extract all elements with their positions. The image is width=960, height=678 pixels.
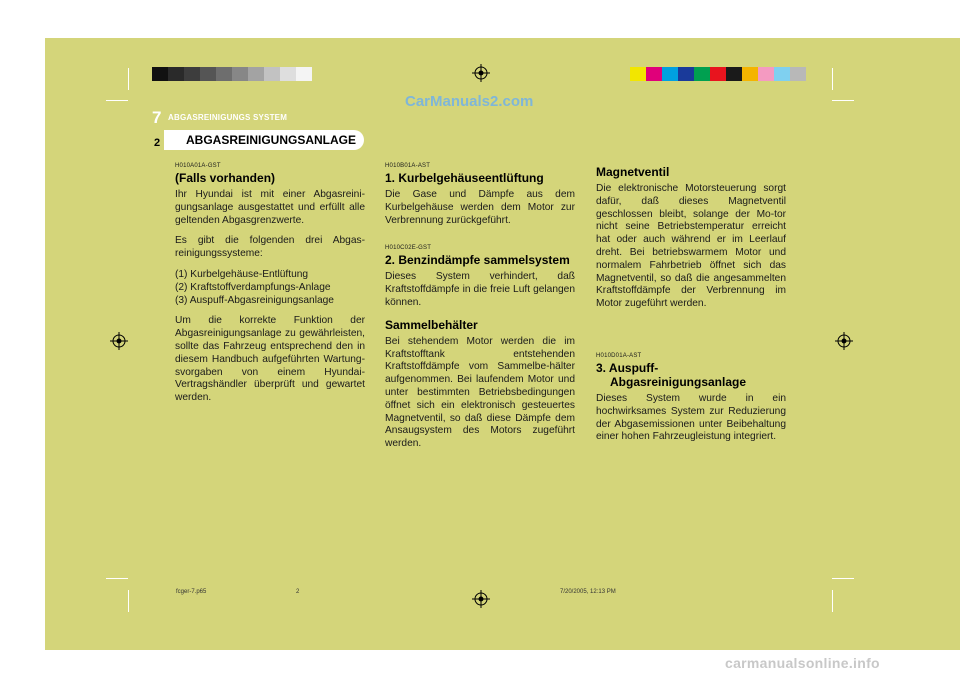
section-heading: 2. Benzindämpfe sammelsystem [385, 253, 570, 268]
footer-page: 2 [296, 589, 300, 595]
reference-code: H010A01A-GST [175, 163, 221, 169]
crop-mark [832, 590, 833, 612]
watermark-top[interactable]: CarManuals2.com [405, 93, 534, 110]
color-swatch [264, 67, 280, 81]
footer-timestamp: 7/20/2005, 12:13 PM [560, 589, 616, 595]
list-item: (1) Kurbelgehäuse-Entlüftung [175, 268, 309, 280]
list-item: (3) Auspuff-Abgasreinigungsanlage [175, 294, 334, 306]
color-swatch [662, 67, 678, 81]
color-swatch [168, 67, 184, 81]
crop-mark [106, 100, 128, 101]
section-heading: 1. Kurbelgehäuseentlüftung [385, 171, 544, 185]
crop-mark [832, 68, 833, 90]
crop-mark [128, 68, 129, 90]
color-swatch [790, 67, 806, 81]
page-number-tab: 2 [153, 137, 161, 149]
section-heading: Sammelbehälter [385, 317, 478, 332]
column-middle [385, 163, 575, 459]
crop-mark [832, 578, 854, 579]
section-number: 7 [152, 108, 162, 127]
color-swatch [296, 67, 312, 81]
section-heading: Magnetventil [596, 165, 670, 179]
registration-mark-icon [472, 590, 490, 608]
list-item: (2) Kraftstoffverdampfungs-Anlage [175, 281, 331, 293]
color-swatch [152, 67, 168, 81]
registration-mark-icon [472, 64, 490, 82]
crop-mark [106, 578, 128, 579]
heading-line: 3. Auspuff- [596, 360, 659, 375]
color-swatch [694, 67, 710, 81]
grayscale-calibration-bar [152, 67, 312, 81]
color-swatch [248, 67, 264, 81]
column-right [596, 165, 786, 452]
column-left [175, 163, 365, 413]
color-swatch [280, 67, 296, 81]
crop-mark [832, 100, 854, 101]
color-swatch [184, 67, 200, 81]
reference-code: H010C02E-GST [385, 245, 432, 252]
section-heading [596, 361, 786, 375]
footer-file: fcger-7.p65 [176, 589, 207, 595]
color-swatch [758, 67, 774, 81]
paragraph: Die elektronische Motorsteuerung sorgt dafür, daß dieses Magnetventil geschlossen bleibt, solange der Mo-tor nicht seine Betriebstemperatur erreicht hat oder auch während er im Leerlauf dreht. Bei betriebswarmem Motor und normalem Fahrbetrieb öffnet sich das Magnetventil, so daß die angesammelten Kraftstoffdämpfe der Verbrennung im Motor zugeführt werden. [596, 183, 786, 310]
color-swatch [710, 67, 726, 81]
section-heading [596, 375, 786, 389]
color-calibration-bar [630, 67, 806, 81]
top-margin [0, 0, 960, 38]
color-swatch [216, 67, 232, 81]
reference-code: H010D01A-AST [596, 352, 642, 359]
heading-line: Abgasreinigungsanlage [610, 374, 747, 389]
color-swatch [678, 67, 694, 81]
color-swatch [630, 67, 646, 81]
crop-mark [128, 590, 129, 612]
chapter-tab [164, 130, 364, 150]
reference-code: H010B01A-AST [385, 163, 431, 169]
section-title: ABGASREINIGUNGS SYSTEM [168, 113, 288, 122]
registration-mark-icon [110, 332, 128, 350]
chapter-tab-title: ABGASREINIGUNGSANLAGE [186, 133, 357, 147]
color-swatch [646, 67, 662, 81]
section-heading: (Falls vorhanden) [175, 171, 276, 185]
color-swatch [232, 67, 248, 81]
registration-mark-icon [835, 332, 853, 350]
color-swatch [774, 67, 790, 81]
watermark-bottom[interactable]: carmanualsonline.info [725, 655, 880, 671]
paragraph: Ihr Hyundai ist mit einer Abgasreini-gungsanlage ausgestattet und erfüllt alle geltenden Abgasgrenzwerte. [175, 189, 365, 226]
paragraph: Es gibt die folgenden drei Abgas-reinigungssysteme: [175, 235, 365, 260]
color-swatch [726, 67, 742, 81]
color-swatch [742, 67, 758, 81]
paragraph: Um die korrekte Funktion der Abgasreinigungsanlage zu gewährleisten, sollte das Fahrzeug entsprechend den in diesem Handbuch aufgeführten Wartung-svorgaben von einem Hyundai-Vertragshändler überprüft und gewartet werden. [175, 315, 365, 404]
paragraph: Dieses System verhindert, daß Kraftstoffdämpfe in die freie Luft gelangen können. [385, 271, 575, 308]
paragraph: Die Gase und Dämpfe aus dem Kurbelgehäuse werden dem Motor zur Verbrennung zurückgeführt. [385, 189, 575, 226]
paragraph: Bei stehendem Motor werden die im Kraftstofftank entstehenden Kraftstoffdämpfe vom Sammelbe-hälter aufgenommen. Bei laufendem Motor und unter bestimmten Betriebsbedingungen öffnet sich ein elektronisch gesteuertes Magnetventil, so daß diese Dämpfe dem Ansaugsystem des Motors zugeführt werden. [385, 335, 575, 450]
paragraph: Dieses System wurde in ein hochwirksames System zur Reduzierung der Abgasemissionen unter Beibehaltung einer hohen Fahrzeugleistung integriert. [596, 392, 786, 443]
color-swatch [200, 67, 216, 81]
system-list [175, 269, 365, 307]
